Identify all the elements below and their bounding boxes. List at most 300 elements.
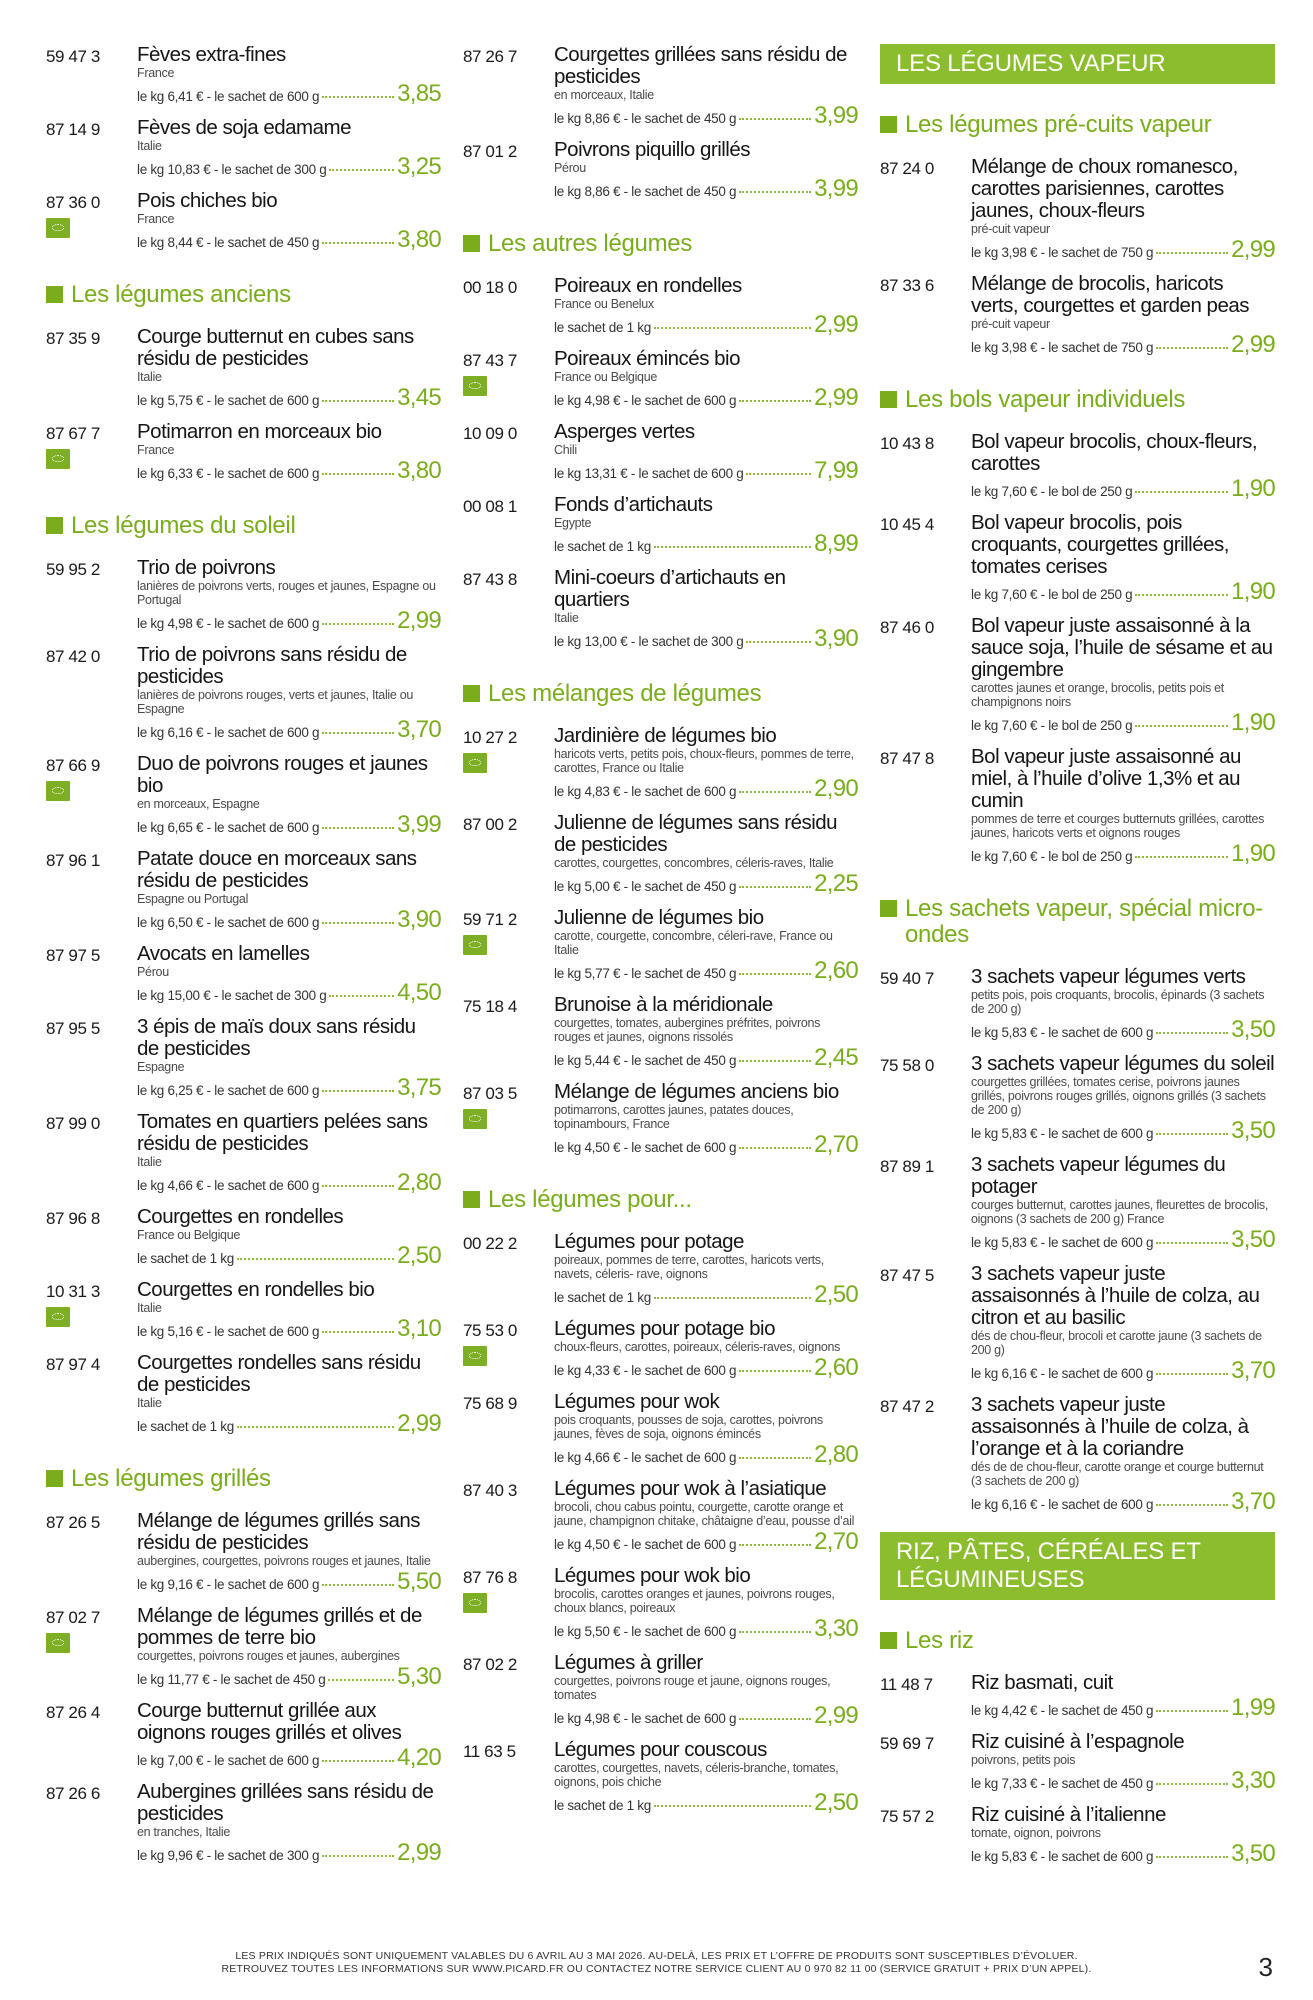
product-price: 3,45 <box>397 384 441 411</box>
price-line <box>554 311 858 339</box>
product-info <box>554 994 858 1072</box>
section-square-icon <box>46 286 63 303</box>
dot-leader <box>1135 725 1228 727</box>
product-code <box>463 44 554 130</box>
product-item <box>880 1731 1275 1795</box>
dot-leader <box>322 922 394 924</box>
section-square-icon <box>880 391 897 408</box>
product-info <box>137 1016 441 1102</box>
section-heading <box>463 681 858 707</box>
product-code-text: 87 26 5 <box>46 1513 100 1532</box>
product-item <box>463 1318 858 1382</box>
product-info <box>971 1263 1275 1385</box>
product-name: Poivrons piquillo grillés <box>554 138 751 161</box>
product-name: 3 épis de maïs doux sans résidu de pesticides <box>137 1015 416 1060</box>
product-detail: courgettes grillées, tomates cerise, poivrons jaunes grillés, poivrons rouges grillés, oignons grillés (3 sachets de 200 g) <box>971 1075 1266 1117</box>
product-price: 2,50 <box>397 1242 441 1269</box>
product-code <box>46 1352 137 1438</box>
product-info <box>554 1652 858 1730</box>
product-price: 2,99 <box>397 607 441 634</box>
product-price: 2,70 <box>814 1528 858 1555</box>
price-line <box>137 153 441 181</box>
product-code <box>46 326 137 412</box>
product-info <box>971 615 1275 737</box>
product-name: Mélange de brocolis, haricots verts, courgettes et garden peas <box>971 272 1250 317</box>
product-price: 2,99 <box>814 311 858 338</box>
product-code <box>880 1731 971 1795</box>
product-name: Légumes pour wok <box>554 1390 720 1413</box>
dot-leader <box>739 191 811 193</box>
section-title: Les légumes pour... <box>488 1186 692 1213</box>
product-price: 3,50 <box>1231 1226 1275 1253</box>
product-code-text: 11 63 5 <box>463 1742 516 1761</box>
product-detail: lanières de poivrons rouges, verts et jaunes, Italie ou Espagne <box>137 688 414 716</box>
product-detail: en morceaux, Italie <box>554 88 654 102</box>
price-line <box>971 840 1275 868</box>
price-line <box>137 384 441 412</box>
product-code <box>463 1565 554 1643</box>
product-detail: courges butternut, carottes jaunes, fleurettes de brocolis, oignons (3 sachets de 200 g) France <box>971 1198 1269 1226</box>
product-item <box>880 273 1275 359</box>
product-item <box>880 156 1275 264</box>
product-code <box>880 1804 971 1868</box>
product-code <box>463 275 554 339</box>
section-square-icon <box>880 116 897 133</box>
product-name: Asperges vertes <box>554 420 695 443</box>
product-code-text: 87 96 1 <box>46 851 100 870</box>
section-square-icon <box>463 235 480 252</box>
product-info <box>971 1804 1275 1868</box>
product-info <box>554 275 858 339</box>
price-line <box>971 578 1275 606</box>
product-name: Pois chiches bio <box>137 189 278 212</box>
unit-price: le kg 8,86 € - le sachet de 450 g <box>554 184 737 199</box>
unit-price: le kg 4,66 € - le sachet de 600 g <box>554 1450 737 1465</box>
price-line <box>137 1410 441 1438</box>
section-heading <box>880 387 1275 413</box>
section-square-icon <box>46 517 63 534</box>
product-price: 3,80 <box>397 226 441 253</box>
unit-price: le kg 4,42 € - le sachet de 450 g <box>971 1703 1154 1718</box>
product-info <box>137 1510 441 1596</box>
product-price: 3,85 <box>397 80 441 107</box>
price-line <box>554 384 858 412</box>
product-code <box>463 1391 554 1469</box>
product-price: 4,50 <box>397 979 441 1006</box>
product-info <box>137 557 441 635</box>
product-item <box>46 943 441 1007</box>
dot-leader <box>322 1331 394 1333</box>
organic-leaf-icon <box>46 218 70 238</box>
price-line <box>554 1702 858 1730</box>
product-price: 2,60 <box>814 1354 858 1381</box>
product-code <box>880 966 971 1044</box>
dot-leader <box>328 1679 394 1681</box>
dot-leader <box>739 1631 811 1633</box>
product-code-text: 87 03 5 <box>463 1084 517 1103</box>
product-code <box>46 190 137 254</box>
product-info <box>137 644 441 744</box>
product-price: 2,99 <box>1231 331 1275 358</box>
unit-price: le sachet de 1 kg <box>554 1798 651 1813</box>
product-info <box>554 1318 858 1382</box>
dot-leader <box>322 1584 394 1586</box>
dot-leader <box>739 1544 811 1546</box>
product-code <box>46 1111 137 1197</box>
dot-leader <box>654 1297 811 1299</box>
product-detail: Italie <box>137 1301 162 1315</box>
product-item <box>46 421 441 485</box>
product-code-text: 87 89 1 <box>880 1157 934 1176</box>
unit-price: le kg 5,50 € - le sachet de 600 g <box>554 1624 737 1639</box>
dot-leader <box>654 546 811 548</box>
product-item <box>463 275 858 339</box>
dot-leader <box>322 1855 394 1857</box>
product-info <box>554 1081 858 1159</box>
product-name: Riz basmati, cuit <box>971 1671 1113 1694</box>
product-info <box>554 1478 858 1556</box>
price-line <box>971 1767 1275 1795</box>
product-info <box>137 1279 441 1343</box>
price-line <box>137 1074 441 1102</box>
product-detail: pois croquants, pousses de soja, carottes, poivrons jaunes, fèves de soja, oignons émincés <box>554 1413 823 1441</box>
price-line <box>971 1694 1275 1722</box>
unit-price: le kg 7,60 € - le bol de 250 g <box>971 718 1133 733</box>
dot-leader <box>739 973 811 975</box>
product-item <box>46 848 441 934</box>
product-detail: brocolis, carottes oranges et jaunes, poivrons rouges, choux blancs, poireaux <box>554 1587 835 1615</box>
product-code-text: 87 24 0 <box>880 159 934 178</box>
product-item <box>46 1781 441 1867</box>
dot-leader <box>739 1060 811 1062</box>
product-code <box>463 1231 554 1309</box>
product-item <box>46 644 441 744</box>
product-detail: France <box>137 212 175 226</box>
product-detail: Pérou <box>137 965 169 979</box>
unit-price: le kg 6,16 € - le sachet de 600 g <box>971 1497 1154 1512</box>
product-item <box>880 431 1275 503</box>
product-detail: Italie <box>554 611 579 625</box>
product-code-text: 87 02 2 <box>463 1655 517 1674</box>
product-code-text: 75 18 4 <box>463 997 517 1016</box>
price-line <box>554 1044 858 1072</box>
price-line <box>137 1315 441 1343</box>
product-info <box>137 117 441 181</box>
unit-price: le kg 7,00 € - le sachet de 600 g <box>137 1753 320 1768</box>
product-detail: Pérou <box>554 161 586 175</box>
product-name: Courge butternut grillée aux oignons rouges grillés et olives <box>137 1699 402 1744</box>
footer-disclaimer <box>0 1950 1313 1976</box>
section-heading <box>880 896 1275 948</box>
product-price: 3,80 <box>397 457 441 484</box>
product-item <box>463 421 858 485</box>
product-detail: carottes, courgettes, concombres, céleris-raves, Italie <box>554 856 834 870</box>
product-code <box>46 44 137 108</box>
product-code <box>463 994 554 1072</box>
unit-price: le kg 4,83 € - le sachet de 600 g <box>554 784 737 799</box>
price-line <box>971 475 1275 503</box>
unit-price: le kg 5,83 € - le sachet de 600 g <box>971 1126 1154 1141</box>
product-detail: carottes jaunes et orange, brocolis, petits pois et champignons noirs <box>971 681 1224 709</box>
price-line <box>137 1242 441 1270</box>
product-item <box>46 44 441 108</box>
product-name: Avocats en lamelles <box>137 942 310 965</box>
unit-price: le kg 15,00 € - le sachet de 300 g <box>137 988 327 1003</box>
product-item <box>463 907 858 985</box>
product-code <box>463 1739 554 1817</box>
product-detail: haricots verts, petits pois, choux-fleurs, pommes de terre, carottes, France ou Italie <box>554 747 854 775</box>
product-price: 3,50 <box>1231 1840 1275 1867</box>
product-name: Julienne de légumes sans résidu de pesticides <box>554 811 838 856</box>
price-line <box>137 716 441 744</box>
section-heading <box>463 1187 858 1213</box>
organic-leaf-icon <box>463 376 487 396</box>
product-info <box>137 1700 441 1772</box>
product-code <box>46 1605 137 1691</box>
product-item <box>463 994 858 1072</box>
unit-price: le kg 6,16 € - le sachet de 600 g <box>971 1366 1154 1381</box>
dot-leader <box>739 1370 811 1372</box>
product-code-text: 59 47 3 <box>46 47 100 66</box>
product-code <box>880 1053 971 1145</box>
product-item <box>46 753 441 839</box>
footer-line-1: LES PRIX INDIQUÉS SONT UNIQUEMENT VALABLES DU 6 AVRIL AU 3 MAI 2026. AU-DELÀ, LES PRIX ET L’OFFRE DE PRODUITS SONT SUSCEPTIBLES D’ÉVOLUER. <box>235 1950 1078 1962</box>
product-code <box>880 1263 971 1385</box>
section-heading <box>880 1628 1275 1654</box>
unit-price: le kg 6,65 € - le sachet de 600 g <box>137 820 320 835</box>
product-info <box>971 966 1275 1044</box>
product-code <box>463 1478 554 1556</box>
product-code <box>463 1652 554 1730</box>
product-name: Riz cuisiné à l’espagnole <box>971 1730 1185 1753</box>
section-title: Les bols vapeur individuels <box>905 386 1186 413</box>
product-item <box>463 1231 858 1309</box>
dot-leader <box>739 886 811 888</box>
product-detail: brocoli, chou cabus pointu, courgette, carotte orange et jaune, champignon chitake, châtaigne d’eau, pousse d’ail <box>554 1500 855 1528</box>
product-price: 3,50 <box>1231 1016 1275 1043</box>
section-square-icon <box>46 1470 63 1487</box>
dot-leader <box>1135 856 1228 858</box>
product-info <box>971 273 1275 359</box>
dot-leader <box>1156 1133 1228 1135</box>
product-detail: en tranches, Italie <box>137 1825 230 1839</box>
product-name: Trio de poivrons <box>137 556 276 579</box>
product-code-text: 00 08 1 <box>463 497 517 516</box>
product-name: Courgettes en rondelles bio <box>137 1278 375 1301</box>
product-detail: France ou Benelux <box>554 297 654 311</box>
product-name: Mini-coeurs d’artichauts en quartiers <box>554 566 786 611</box>
organic-leaf-icon <box>463 1346 487 1366</box>
product-name: Aubergines grillées sans résidu de pesticides <box>137 1780 434 1825</box>
product-code <box>46 557 137 635</box>
unit-price: le kg 5,83 € - le sachet de 600 g <box>971 1849 1154 1864</box>
product-code-text: 75 57 2 <box>880 1807 934 1826</box>
unit-price: le kg 9,16 € - le sachet de 600 g <box>137 1577 320 1592</box>
product-detail: France <box>137 443 175 457</box>
product-detail: Chili <box>554 443 577 457</box>
product-detail: pré-cuit vapeur <box>971 222 1050 236</box>
product-price: 3,25 <box>397 153 441 180</box>
price-line <box>971 331 1275 359</box>
product-item <box>46 326 441 412</box>
product-detail: aubergines, courgettes, poivrons rouges et jaunes, Italie <box>137 1554 431 1568</box>
product-item <box>463 1391 858 1469</box>
product-info <box>554 1231 858 1309</box>
product-price: 1,90 <box>1231 578 1275 605</box>
column-2 <box>463 44 858 1826</box>
product-info <box>971 1154 1275 1254</box>
product-detail: courgettes, poivrons rouge et jaune, oignons rouges, tomates <box>554 1674 831 1702</box>
section-title: Les légumes pré-cuits vapeur <box>905 111 1212 138</box>
product-code <box>46 1700 137 1772</box>
product-item <box>880 512 1275 606</box>
section-square-icon <box>463 1191 480 1208</box>
unit-price: le kg 5,44 € - le sachet de 450 g <box>554 1053 737 1068</box>
product-info <box>554 907 858 985</box>
product-code-text: 59 69 7 <box>880 1734 934 1753</box>
product-code <box>46 848 137 934</box>
page-number: 3 <box>1258 1952 1273 1982</box>
section-square-icon <box>880 900 897 917</box>
dot-leader <box>654 1805 811 1807</box>
product-item <box>463 1081 858 1159</box>
unit-price: le kg 6,33 € - le sachet de 600 g <box>137 466 320 481</box>
product-price: 1,99 <box>1231 1694 1275 1721</box>
dot-leader <box>1156 1242 1228 1244</box>
unit-price: le sachet de 1 kg <box>137 1419 234 1434</box>
product-code <box>463 725 554 803</box>
product-code-text: 87 97 5 <box>46 946 100 965</box>
product-name: Mélange de choux romanesco, carottes parisiennes, carottes jaunes, choux-fleurs <box>971 155 1238 222</box>
column-3 <box>880 44 1275 1877</box>
product-code-text: 00 18 0 <box>463 278 517 297</box>
dot-leader <box>322 96 394 98</box>
unit-price: le sachet de 1 kg <box>554 320 651 335</box>
product-name: Poireaux émincés bio <box>554 347 740 370</box>
price-line <box>554 530 858 558</box>
product-name: Légumes pour couscous <box>554 1738 767 1761</box>
product-item <box>463 1652 858 1730</box>
unit-price: le kg 4,98 € - le sachet de 600 g <box>554 1711 737 1726</box>
organic-leaf-icon <box>463 1593 487 1613</box>
product-code-text: 87 43 7 <box>463 351 517 370</box>
product-item <box>46 190 441 254</box>
product-item <box>880 1053 1275 1145</box>
product-price: 1,90 <box>1231 709 1275 736</box>
price-line <box>137 1169 441 1197</box>
section-title: Les légumes grillés <box>71 1465 271 1492</box>
product-detail: Espagne ou Portugal <box>137 892 249 906</box>
product-item <box>46 1206 441 1270</box>
product-detail: Espagne <box>137 1060 185 1074</box>
product-name: 3 sachets vapeur juste assaisonnés à l’huile de colza, à l’orange et à la coriandre <box>971 1393 1249 1460</box>
product-item <box>46 1111 441 1197</box>
product-item <box>880 746 1275 868</box>
product-price: 3,99 <box>814 175 858 202</box>
product-price: 2,99 <box>814 1702 858 1729</box>
product-price: 2,60 <box>814 957 858 984</box>
product-name: Légumes pour wok bio <box>554 1564 751 1587</box>
product-code <box>463 139 554 203</box>
product-detail: Egypte <box>554 516 592 530</box>
product-item <box>463 139 858 203</box>
product-info <box>137 421 441 485</box>
product-code <box>880 431 971 503</box>
product-info <box>971 512 1275 606</box>
organic-leaf-icon <box>46 1307 70 1327</box>
product-info <box>554 1739 858 1817</box>
dot-leader <box>322 1760 394 1762</box>
footer-line-2: RETROUVEZ TOUTES LES INFORMATIONS SUR WWW.PICARD.FR OU CONTACTEZ NOTRE SERVICE CLIENT AU 0 970 82 11 00 (SERVICE GRATUIT + PRIX D’UN APPEL). <box>221 1963 1092 1975</box>
product-name: 3 sachets vapeur légumes verts <box>971 965 1246 988</box>
product-code <box>463 812 554 898</box>
product-detail: pré-cuit vapeur <box>971 317 1050 331</box>
product-code <box>463 907 554 985</box>
section-heading <box>46 1466 441 1492</box>
dot-leader <box>739 400 811 402</box>
product-item <box>880 1263 1275 1385</box>
price-line <box>554 625 858 653</box>
dot-leader <box>654 327 811 329</box>
product-price: 3,70 <box>1231 1357 1275 1384</box>
product-detail: courgettes, poivrons rouges et jaunes, aubergines <box>137 1649 400 1663</box>
product-item <box>46 117 441 181</box>
price-line <box>971 709 1275 737</box>
product-name: 3 sachets vapeur juste assaisonnés à l’huile de colza, au citron et au basilic <box>971 1262 1260 1329</box>
product-name: Courgettes en rondelles <box>137 1205 344 1228</box>
unit-price: le kg 5,16 € - le sachet de 600 g <box>137 1324 320 1339</box>
unit-price: le sachet de 1 kg <box>554 1290 651 1305</box>
section-heading <box>463 231 858 257</box>
product-name: Fonds d’artichauts <box>554 493 713 516</box>
product-info <box>971 1672 1275 1722</box>
dot-leader <box>1156 1710 1228 1712</box>
product-code-text: 00 22 2 <box>463 1234 517 1253</box>
product-code-text: 87 99 0 <box>46 1114 100 1133</box>
dot-leader <box>322 473 394 475</box>
product-detail: France ou Belgique <box>137 1228 241 1242</box>
category-banner: RIZ, PÂTES, CÉRÉALES ET LÉGUMINEUSES <box>880 1532 1275 1600</box>
product-code <box>880 746 971 868</box>
product-code-text: 87 26 6 <box>46 1784 100 1803</box>
product-price: 3,99 <box>397 811 441 838</box>
unit-price: le kg 6,41 € - le sachet de 600 g <box>137 89 320 104</box>
product-price: 2,99 <box>1231 236 1275 263</box>
product-detail: Italie <box>137 1396 162 1410</box>
product-detail: dés de de chou-fleur, carotte orange et courge butternut (3 sachets de 200 g) <box>971 1460 1264 1488</box>
product-item <box>880 1394 1275 1516</box>
dot-leader <box>237 1258 394 1260</box>
dot-leader <box>739 1147 811 1149</box>
product-item <box>463 567 858 653</box>
dot-leader <box>1156 1032 1228 1034</box>
product-item <box>46 1510 441 1596</box>
product-code <box>463 1318 554 1382</box>
product-price: 2,50 <box>814 1789 858 1816</box>
product-price: 2,80 <box>397 1169 441 1196</box>
product-price: 4,20 <box>397 1744 441 1771</box>
unit-price: le kg 13,00 € - le sachet de 300 g <box>554 634 744 649</box>
dot-leader <box>237 1426 394 1428</box>
product-code <box>880 615 971 737</box>
product-code <box>46 1781 137 1867</box>
section-title: Les autres légumes <box>488 230 693 257</box>
product-detail: en morceaux, Espagne <box>137 797 260 811</box>
product-code <box>46 421 137 485</box>
product-info <box>554 1565 858 1643</box>
dot-leader <box>1156 1783 1228 1785</box>
unit-price: le kg 8,86 € - le sachet de 450 g <box>554 111 737 126</box>
